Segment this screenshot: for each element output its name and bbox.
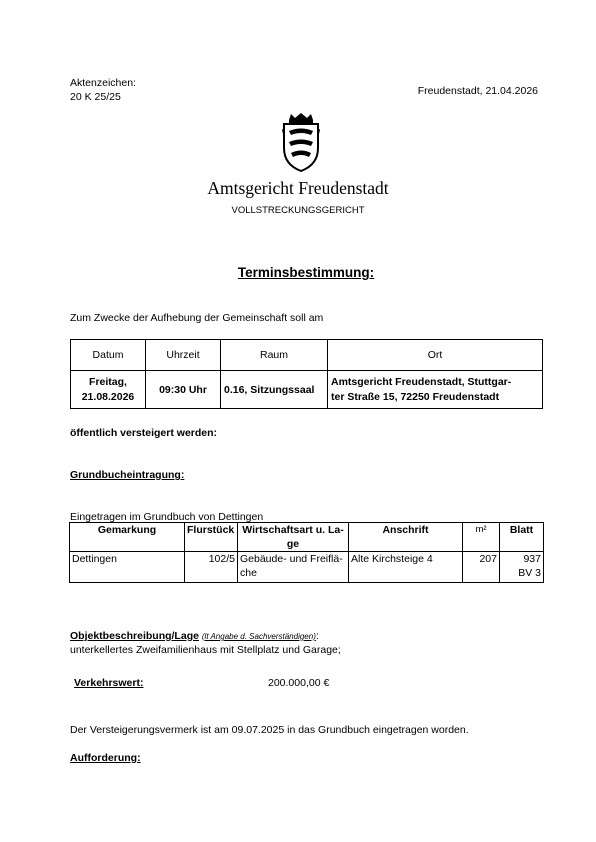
cell-blatt-line1: 937 <box>523 553 541 565</box>
cell-time: 09:30 Uhr <box>146 371 221 409</box>
cell-blatt <box>500 552 544 583</box>
request-heading: Aufforderung: <box>70 752 141 764</box>
cell-date <box>71 371 146 409</box>
cell-anschrift: Alte Kirchsteige 4 <box>349 552 463 583</box>
table-row <box>70 552 544 583</box>
cell-wirtschaftsart-line2: che <box>240 567 257 579</box>
coat-of-arms-icon <box>280 112 322 172</box>
cell-room: 0.16, Sitzungssaal <box>221 371 328 409</box>
wirtschaftsart-line1: Wirtschaftsart u. La- <box>242 524 344 536</box>
date-line1: Freitag, <box>89 375 127 388</box>
land-register-heading: Grundbucheintragung: <box>70 469 185 481</box>
object-source: (lt Angabe d. Sachverständigen) <box>201 632 316 641</box>
registration-note: Der Versteigerungsvermerk ist am 09.07.2025 in das Grundbuch eingetragen worden. <box>70 724 469 736</box>
appointment-table <box>70 339 543 409</box>
header-uhrzeit: Uhrzeit <box>146 340 221 371</box>
file-label: Aktenzeichen: <box>70 77 136 89</box>
place-line1: Amtsgericht Freudenstadt, Stuttgar- <box>331 375 512 388</box>
cell-blatt-line2: BV 3 <box>518 567 541 579</box>
wirtschaftsart-line2: ge <box>286 538 300 550</box>
auction-note: öffentlich versteigert werden: <box>70 427 218 439</box>
object-heading-line <box>70 629 319 644</box>
header-area: m² <box>463 523 500 552</box>
value-amount: 200.000,00 € <box>268 677 330 689</box>
table-header-row <box>70 523 544 552</box>
intro-text: Zum Zwecke der Aufhebung der Gemeinschaft soll am <box>70 312 324 324</box>
cell-place <box>328 371 543 409</box>
object-description: unterkellertes Zweifamilienhaus mit Stellplatz und Garage; <box>70 644 341 656</box>
header-flurstueck: Flurstück <box>185 523 238 552</box>
header-ort: Ort <box>328 340 543 371</box>
value-label: Verkehrswert: <box>74 677 144 689</box>
object-heading: Objektbeschreibung/Lage <box>70 630 199 642</box>
land-register-table <box>69 522 544 583</box>
object-colon: : <box>315 630 319 642</box>
header-raum: Raum <box>221 340 328 371</box>
date-line2: 21.08.2026 <box>81 390 135 403</box>
cell-flurstueck: 102/5 <box>185 552 238 583</box>
file-reference <box>70 76 136 104</box>
header-wirtschaftsart <box>238 523 349 552</box>
header-anschrift: Anschrift <box>349 523 463 552</box>
header-blatt: Blatt <box>500 523 544 552</box>
header-gemarkung: Gemarkung <box>70 523 185 552</box>
cell-gemarkung: Dettingen <box>70 552 185 583</box>
file-number: 20 K 25/25 <box>70 91 121 103</box>
court-department: VOLLSTRECKUNGSGERICHT <box>231 205 365 216</box>
table-header-row <box>71 340 543 371</box>
cell-wirtschaftsart <box>238 552 349 583</box>
header-datum: Datum <box>71 340 146 371</box>
court-name: Amtsgericht Freudenstadt <box>207 178 389 198</box>
land-register-intro: Eingetragen im Grundbuch von Dettingen <box>70 511 264 523</box>
cell-area: 207 <box>463 552 500 583</box>
cell-wirtschaftsart-line1: Gebäude- und Freiflä- <box>240 553 343 565</box>
place-date: Freudenstadt, 21.04.2026 <box>417 85 538 97</box>
page-title: Terminsbestimmung: <box>237 265 375 280</box>
table-row <box>71 371 543 409</box>
place-line2: ter Straße 15, 72250 Freudenstadt <box>331 390 500 403</box>
